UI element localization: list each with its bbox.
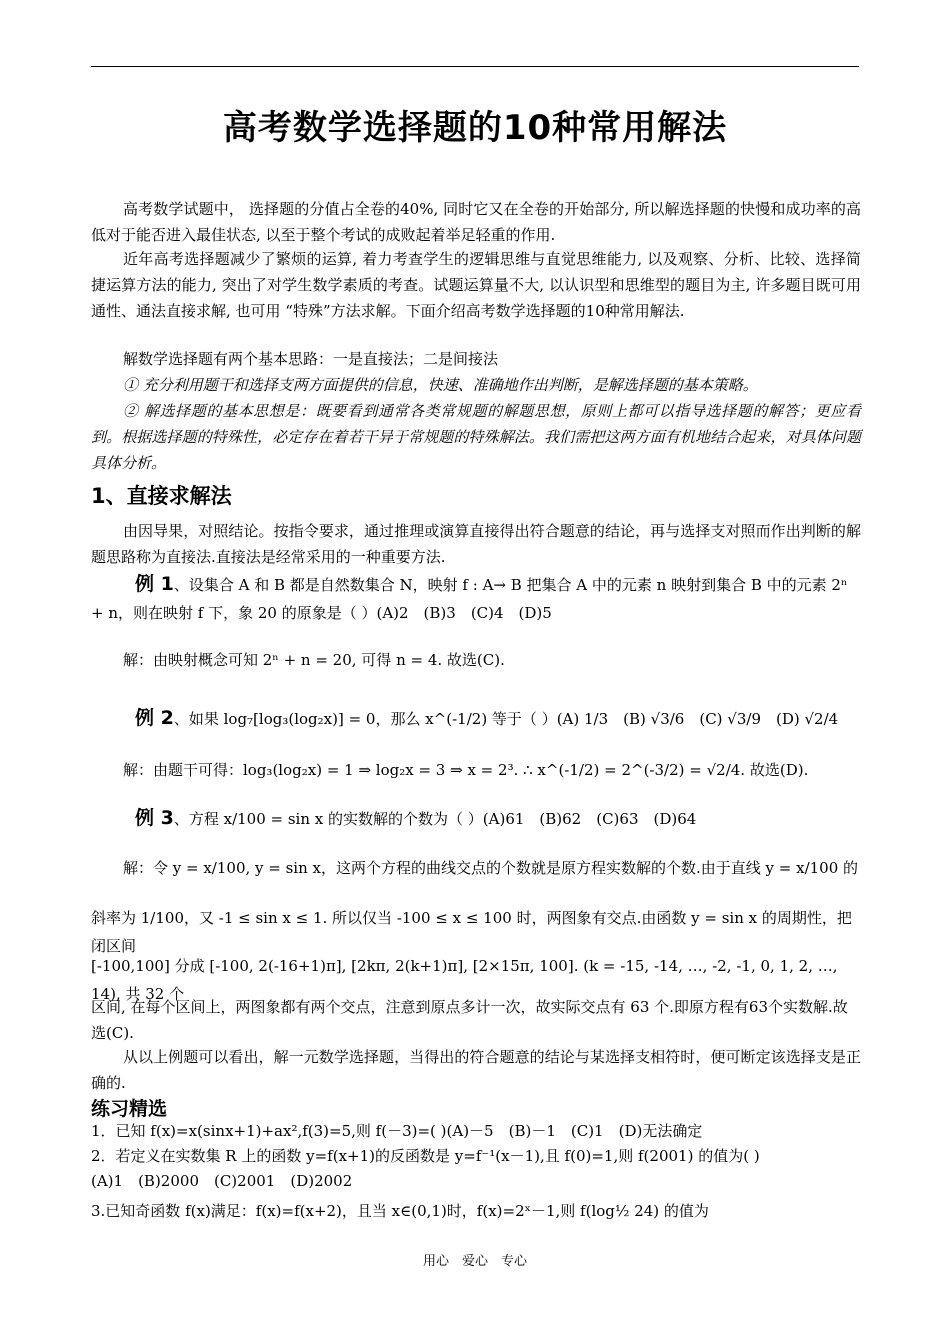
- intro-paragraph-1: 高考数学试题中， 选择题的分值占全卷的40%, 同时它又在全卷的开始部分, 所以解选择题的快慢和成功率的高低对于能否进入最佳状态, 以至于整个考试的成败起着举足轻重的作用.: [91, 200, 861, 244]
- section-description: 由因导果，对照结论。按指令要求，通过推理或演算直接得出符合题意的结论，再与选择支对照而作出判断的解题思路称为直接法.直接法是经常采用的一种重要方法.: [91, 522, 861, 566]
- example-1-label: 例 1: [135, 573, 174, 595]
- conclusion-paragraph: 从以上例题可以看出，解一元数学选择题，当得出的符合题意的结论与某选择支相符时，便可断定该选择支是正确的.: [91, 1048, 861, 1092]
- example-3: [91, 804, 861, 833]
- practice-question-2: 2．若定义在实数集 R 上的函数 y=f(x+1)的反函数是 y=f⁻¹(x－1),且 f(0)=1,则 f(2001) 的值为( ): [91, 1147, 760, 1165]
- section-heading-direct: 1、直接求解法: [91, 484, 232, 508]
- example-3-question: 、方程 x/100 = sin x 的实数解的个数为（ ）(A)61 (B)62 (C)63 (D)64: [173, 810, 697, 828]
- practice-question-2-options: (A)1 (B)2000 (C)2001 (D)2002: [91, 1172, 353, 1190]
- intro-strategy-2: ② 解选择题的基本思想是：既要看到通常各类常规题的解题思想，原则上都可以指导选择题的解答；更应看到。根据选择题的特殊性，必定存在着若干异于常规题的特殊解法。我们需把这两方面有机地结合起来，对具体问题具体分析。: [91, 402, 861, 472]
- page-title: 高考数学选择题的10种常用解法: [222, 108, 728, 148]
- example-3-solution-line-2: 斜率为 1/100，又 -1 ≤ sin x ≤ 1. 所以仅当 -100 ≤ x ≤ 100 时，两图象有交点.由函数 y = sin x 的周期性，把闭区间: [91, 909, 852, 955]
- example-3-solution-line-4: 区间, 在每个区间上，两图象都有两个交点，注意到原点多计一次，故实际交点有 63 个.即原方程有63个实数解.故选(C).: [91, 998, 848, 1042]
- example-3-solution-line-3: [-100,100] 分成 [-100, 2(-16+1)π], [2kπ, 2(k+1)π], [2×15π, 100]. (k = -15, -14, …, -2, -1, 0, 1, 2, …, 14), 共 32 个: [91, 957, 838, 1003]
- example-2-label: 例 2: [135, 707, 174, 729]
- top-rule: [91, 66, 859, 67]
- example-2-question: 、如果 log₇[log₃(log₂x)] = 0，那么 x^(-1/2) 等于（ ）(A) 1/3 (B) √3/6 (C) √3/9 (D) √2/4: [173, 710, 839, 728]
- example-1: [91, 570, 861, 627]
- intro-paragraph-2: 近年高考选择题减少了繁烦的运算, 着力考查学生的逻辑思维与直觉思维能力, 以及观察、分析、比较、选择简捷运算方法的能力, 突出了对学生数学素质的考查。试题运算量不大, 以认识型和思维型的题目为主, 许多题目既可用通性、通法直接求解, 也可用 “特殊”方法求解。下面介绍高考数学选择题的10种常用解法.: [91, 250, 861, 320]
- example-3-solution-line-1: 解：令 y = x/100, y = sin x，这两个方程的曲线交点的个数就是原方程实数解的个数.由于直线 y = x/100 的: [123, 859, 859, 877]
- example-1-solution: 解：由映射概念可知 2ⁿ + n = 20, 可得 n = 4. 故选(C).: [123, 651, 505, 669]
- example-2-solution: 解：由题干可得：log₃(log₂x) = 1 ⇒ log₂x = 3 ⇒ x = 2³. ∴ x^(-1/2) = 2^(-3/2) = √2/4. 故选(D).: [123, 761, 809, 779]
- practice-question-1: 1．已知 f(x)=x(sinx+1)+ax²,f(3)=5,则 f(－3)=( )(A)－5 (B)－1 (C)1 (D)无法确定: [91, 1122, 703, 1140]
- example-3-label: 例 3: [135, 807, 174, 829]
- practice-question-3: 3.已知奇函数 f(x)满足：f(x)=f(x+2)，且当 x∈(0,1)时，f(x)=2ˣ－1,则 f(log½ 24) 的值为: [91, 1202, 709, 1220]
- page-footer: 用心 爱心 专心: [422, 1254, 527, 1269]
- intro-paragraph-3: 解数学选择题有两个基本思路：一是直接法；二是间接法: [123, 350, 499, 368]
- example-1-question: 、设集合 A 和 B 都是自然数集合 N，映射 f : A→ B 把集合 A 中的元素 n 映射到集合 B 中的元素 2ⁿ + n，则在映射 f 下，象 20 的原象是（ ）(A)2 (B)3 (C)4 (D)5: [91, 576, 848, 622]
- practice-heading: 练习精选: [91, 1098, 168, 1120]
- intro-strategy-1: ① 充分利用题干和选择支两方面提供的信息，快速、准确地作出判断，是解选择题的基本策略。: [123, 376, 758, 394]
- example-2: [91, 704, 861, 733]
